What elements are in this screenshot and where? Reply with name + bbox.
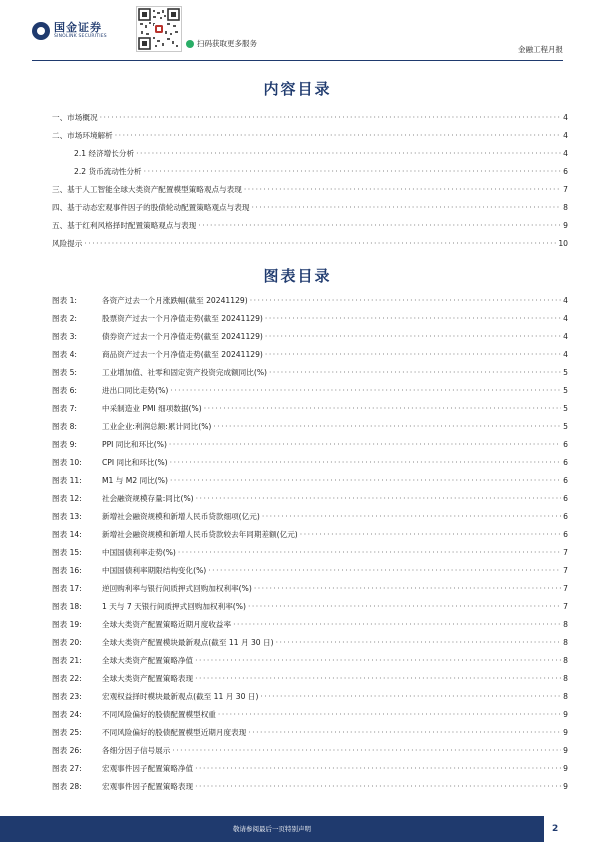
figure-number: 图表 2: [52, 314, 77, 323]
leader-dots [208, 562, 561, 580]
figure-entry-title [52, 454, 168, 472]
figure-entry-title [52, 688, 258, 706]
leader-dots [169, 436, 561, 454]
figure-entry-page: 8 [563, 620, 568, 629]
figures-title: 图表目录 [263, 267, 332, 285]
figure-entry-title [52, 310, 263, 328]
figure-caption: 中国国债利率期限结构变化(%) [102, 566, 207, 575]
figure-entry-page: 6 [563, 530, 568, 539]
toc-title: 内容目录 [263, 80, 332, 98]
footer-disclaimer: 敬请参阅最后一页特别声明 [233, 825, 311, 833]
figure-number: 图表 26: [52, 746, 82, 755]
leader-dots [195, 670, 561, 688]
figure-entry-page: 7 [563, 566, 568, 575]
toc-list [52, 109, 568, 253]
figure-entry-title [52, 526, 298, 544]
leader-dots [265, 310, 561, 328]
toc-entry[interactable] [52, 127, 568, 145]
figure-number: 图表 25: [52, 728, 82, 737]
figure-number: 图表 8: [52, 422, 77, 431]
figure-entry[interactable] [52, 688, 568, 706]
leader-dots [84, 235, 556, 253]
toc-entry-page: 9 [563, 221, 568, 230]
figure-entry-title [52, 706, 216, 724]
toc-entry-page: 7 [563, 185, 568, 194]
figure-entry-title [52, 472, 168, 490]
leader-dots [178, 544, 561, 562]
toc-entry-label: 四、基于动态宏观事件因子的股债轮动配置策略观点与表现 [52, 203, 250, 212]
leader-dots [170, 472, 561, 490]
figure-entry-title [52, 742, 170, 760]
figure-entry[interactable] [52, 760, 568, 778]
figure-entry-title [52, 616, 231, 634]
figure-entry-page: 5 [563, 404, 568, 413]
figure-entry[interactable] [52, 670, 568, 688]
figure-entry-title [52, 760, 193, 778]
leader-dots [196, 490, 562, 508]
figure-caption: 逆回购利率与银行间质押式回购加权利率(%) [102, 584, 252, 593]
toc-entry-label: 2.2 货币流动性分析 [74, 167, 142, 176]
figure-caption: 1 天与 7 天银行间质押式回购加权利率(%) [102, 602, 246, 611]
figure-entry-title [52, 328, 263, 346]
figure-number: 图表 13: [52, 512, 82, 521]
figure-entry-title [52, 652, 193, 670]
leader-dots [265, 346, 561, 364]
figure-entry-page: 5 [563, 422, 568, 431]
page-header [0, 0, 595, 62]
leader-dots [260, 688, 561, 706]
toc-entry[interactable] [52, 109, 568, 127]
figure-number: 图表 22: [52, 674, 82, 683]
page-footer [0, 816, 595, 842]
leader-dots [244, 181, 561, 199]
toc-entry-page: 6 [563, 167, 568, 176]
figure-caption: 进出口同比走势(%) [102, 386, 169, 395]
figure-number: 图表 27: [52, 764, 82, 773]
page-number: 2 [552, 824, 559, 834]
logo-name-en: SINOLINK SECURITIES [54, 34, 107, 40]
toc-entry-page: 4 [563, 131, 568, 140]
figure-entry-title [52, 292, 248, 310]
figure-caption: 不同风险偏好的股债配置模型权重 [102, 710, 216, 719]
toc-entry-label: 2.1 经济增长分析 [74, 149, 135, 158]
figure-number: 图表 1: [52, 296, 77, 305]
leader-dots [170, 454, 562, 472]
figure-entry-title [52, 778, 193, 796]
toc-entry-label: 三、基于人工智能全球大类资产配置模型策略观点与表现 [52, 185, 242, 194]
toc-entry-page: 4 [563, 149, 568, 158]
figure-number: 图表 6: [52, 386, 77, 395]
leader-dots [250, 292, 561, 310]
figure-caption: M1 与 M2 同比(%) [102, 476, 168, 485]
leader-dots [195, 652, 561, 670]
figure-caption: 全球大类资产配置模块最新观点(截至 11 月 30 日) [102, 638, 274, 647]
figure-entry-title [52, 670, 193, 688]
figure-number: 图表 19: [52, 620, 82, 629]
figure-entry-page: 7 [563, 584, 568, 593]
leader-dots [248, 724, 561, 742]
toc-entry-label: 五、基于红利风格择时配置策略观点与表现 [52, 221, 197, 230]
figure-entry[interactable] [52, 346, 568, 364]
figure-entry[interactable] [52, 544, 568, 562]
figure-entry-title [52, 436, 167, 454]
figure-number: 图表 3: [52, 332, 77, 341]
leader-dots [276, 634, 562, 652]
figure-entry-title [52, 490, 194, 508]
qr-caption [186, 38, 257, 49]
figure-caption: 各细分因子信号展示 [102, 746, 171, 755]
figure-entry[interactable] [52, 472, 568, 490]
figure-entry[interactable] [52, 310, 568, 328]
figure-caption: 债券资产过去一个月净值走势(截至 20241129) [102, 332, 263, 341]
figure-entry-title [52, 346, 263, 364]
figure-entry[interactable] [52, 616, 568, 634]
figure-entry-title [52, 364, 267, 382]
leader-dots [300, 526, 561, 544]
figure-caption: 工业增加值、社零和固定资产投资完成额同比(%) [102, 368, 268, 377]
leader-dots [265, 328, 561, 346]
figure-caption: 新增社会融资规模和新增人民币贷款较去年同期差额(亿元) [102, 530, 298, 539]
figure-entry[interactable] [52, 382, 568, 400]
leader-dots [269, 364, 561, 382]
leader-dots [218, 706, 561, 724]
figure-caption: 全球大类资产配置策略净值 [102, 656, 194, 665]
figure-caption: 宏观权益择时模块最新观点(截至 11 月 30 日) [102, 692, 259, 701]
figure-entry[interactable] [52, 418, 568, 436]
leader-dots [195, 760, 561, 778]
figure-entry[interactable] [52, 652, 568, 670]
figure-caption: 不同风险偏好的股债配置模型近期月度表现 [102, 728, 247, 737]
figure-caption: 股票资产过去一个月净值走势(截至 20241129) [102, 314, 263, 323]
leader-dots [198, 217, 561, 235]
figure-caption: 中国国债利率走势(%) [102, 548, 176, 557]
figure-caption: 全球大类资产配置策略近期月度收益率 [102, 620, 232, 629]
figure-entry-page: 8 [563, 638, 568, 647]
figure-entry[interactable] [52, 634, 568, 652]
figure-entry-page: 6 [563, 512, 568, 521]
leader-dots [251, 199, 561, 217]
figure-entry[interactable] [52, 454, 568, 472]
figure-number: 图表 16: [52, 566, 82, 575]
leader-dots [233, 616, 561, 634]
figure-entry[interactable] [52, 706, 568, 724]
figure-caption: 全球大类资产配置策略表现 [102, 674, 194, 683]
figure-entry[interactable] [52, 292, 568, 310]
leader-dots [204, 400, 561, 418]
figure-entry-page: 9 [563, 728, 568, 737]
header-divider [32, 60, 563, 61]
figure-entry-title [52, 418, 211, 436]
figure-number: 图表 15: [52, 548, 82, 557]
figure-entry-page: 6 [563, 458, 568, 467]
toc-entry-page: 8 [563, 203, 568, 212]
figure-number: 图表 9: [52, 440, 77, 449]
figure-caption: 商品资产过去一个月净值走势(截至 20241129) [102, 350, 263, 359]
logo-name-cn: 国金证券 [54, 21, 102, 35]
leader-dots [144, 163, 562, 181]
figure-entry-page: 5 [563, 386, 568, 395]
figure-caption: 各资产过去一个月涨跌幅(截至 20241129) [102, 296, 248, 305]
figure-entry-title [52, 724, 246, 742]
figure-entry-page: 9 [563, 764, 568, 773]
leader-dots [100, 109, 562, 127]
logo-mark-icon [32, 22, 50, 40]
figure-number: 图表 11: [52, 476, 82, 485]
figure-entry-page: 4 [563, 296, 568, 305]
figure-entry-title [52, 598, 246, 616]
leader-dots [136, 145, 561, 163]
figure-caption: 宏观事件因子配置策略净值 [102, 764, 194, 773]
figure-number: 图表 18: [52, 602, 82, 611]
leader-dots [195, 778, 561, 796]
figure-caption: 中采制造业 PMI 细项数据(%) [102, 404, 202, 413]
leader-dots [170, 382, 561, 400]
figure-number: 图表 23: [52, 692, 82, 701]
toc-entry-label: 风险提示 [52, 239, 83, 248]
figure-entry-title [52, 562, 206, 580]
figure-entry[interactable] [52, 742, 568, 760]
toc-entry[interactable] [52, 181, 568, 199]
figure-entry-page: 4 [563, 350, 568, 359]
figure-entry-title [52, 634, 274, 652]
figure-entry[interactable] [52, 508, 568, 526]
toc-entry[interactable] [52, 199, 568, 217]
leader-dots [115, 127, 561, 145]
figure-caption: 工业企业:利润总额:累计同比(%) [102, 422, 212, 431]
qr-code-icon [136, 6, 182, 52]
toc-entry-label: 二、市场环境解析 [52, 131, 113, 140]
leader-dots [262, 508, 561, 526]
figure-entry-title [52, 544, 176, 562]
figure-entry-title [52, 382, 168, 400]
figure-entry-title [52, 508, 260, 526]
figure-entry-page: 9 [563, 746, 568, 755]
figure-caption: PPI 同比和环比(%) [102, 440, 167, 449]
figure-entry-page: 7 [563, 602, 568, 611]
figure-entry[interactable] [52, 400, 568, 418]
company-logo [32, 22, 107, 40]
figure-entry-page: 5 [563, 368, 568, 377]
figure-number: 图表 28: [52, 782, 82, 791]
leader-dots [248, 598, 561, 616]
figure-entry-page: 6 [563, 494, 568, 503]
figure-number: 图表 14: [52, 530, 82, 539]
figure-entry[interactable] [52, 364, 568, 382]
figure-entry-page: 6 [563, 476, 568, 485]
figure-entry[interactable] [52, 328, 568, 346]
figure-entry-title [52, 400, 202, 418]
toc-entry-label: 一、市场概况 [52, 113, 98, 122]
wechat-icon [186, 40, 194, 48]
figure-entry[interactable] [52, 562, 568, 580]
figure-number: 图表 5: [52, 368, 77, 377]
qr-caption-text: 扫码获取更多服务 [197, 39, 257, 48]
figure-caption: 新增社会融资规模和新增人民币贷款细项(亿元) [102, 512, 260, 521]
toc-entry[interactable] [52, 145, 568, 163]
figure-number: 图表 24: [52, 710, 82, 719]
toc-entry-page: 10 [558, 239, 568, 248]
figure-entry[interactable] [52, 526, 568, 544]
leader-dots [172, 742, 561, 760]
leader-dots [254, 580, 561, 598]
figure-entry-page: 8 [563, 656, 568, 665]
figure-entry-page: 4 [563, 314, 568, 323]
figure-entry[interactable] [52, 580, 568, 598]
toc-entry[interactable] [52, 163, 568, 181]
figure-entry-title [52, 580, 252, 598]
figure-number: 图表 10: [52, 458, 82, 467]
figure-number: 图表 4: [52, 350, 77, 359]
figure-entry[interactable] [52, 490, 568, 508]
figure-caption: CPI 同比和环比(%) [102, 458, 168, 467]
figure-caption: 宏观事件因子配置策略表现 [102, 782, 194, 791]
toc-entry[interactable] [52, 235, 568, 253]
figure-entry-page: 9 [563, 710, 568, 719]
figure-entry[interactable] [52, 436, 568, 454]
leader-dots [213, 418, 561, 436]
figure-entry-page: 9 [563, 782, 568, 791]
figure-entry-page: 6 [563, 440, 568, 449]
figure-number: 图表 12: [52, 494, 82, 503]
toc-entry-page: 4 [563, 113, 568, 122]
figure-number: 图表 20: [52, 638, 82, 647]
figure-number: 图表 17: [52, 584, 82, 593]
figure-number: 图表 21: [52, 656, 82, 665]
figure-list [52, 292, 568, 796]
figure-entry[interactable] [52, 724, 568, 742]
figure-entry-page: 7 [563, 548, 568, 557]
figure-entry-page: 8 [563, 674, 568, 683]
figure-entry[interactable] [52, 778, 568, 796]
figure-caption: 社会融资规模存量:同比(%) [102, 494, 194, 503]
figure-entry[interactable] [52, 598, 568, 616]
toc-entry[interactable] [52, 217, 568, 235]
figure-number: 图表 7: [52, 404, 77, 413]
figure-entry-page: 4 [563, 332, 568, 341]
report-type: 金融工程月报 [518, 45, 563, 54]
figure-entry-page: 8 [563, 692, 568, 701]
